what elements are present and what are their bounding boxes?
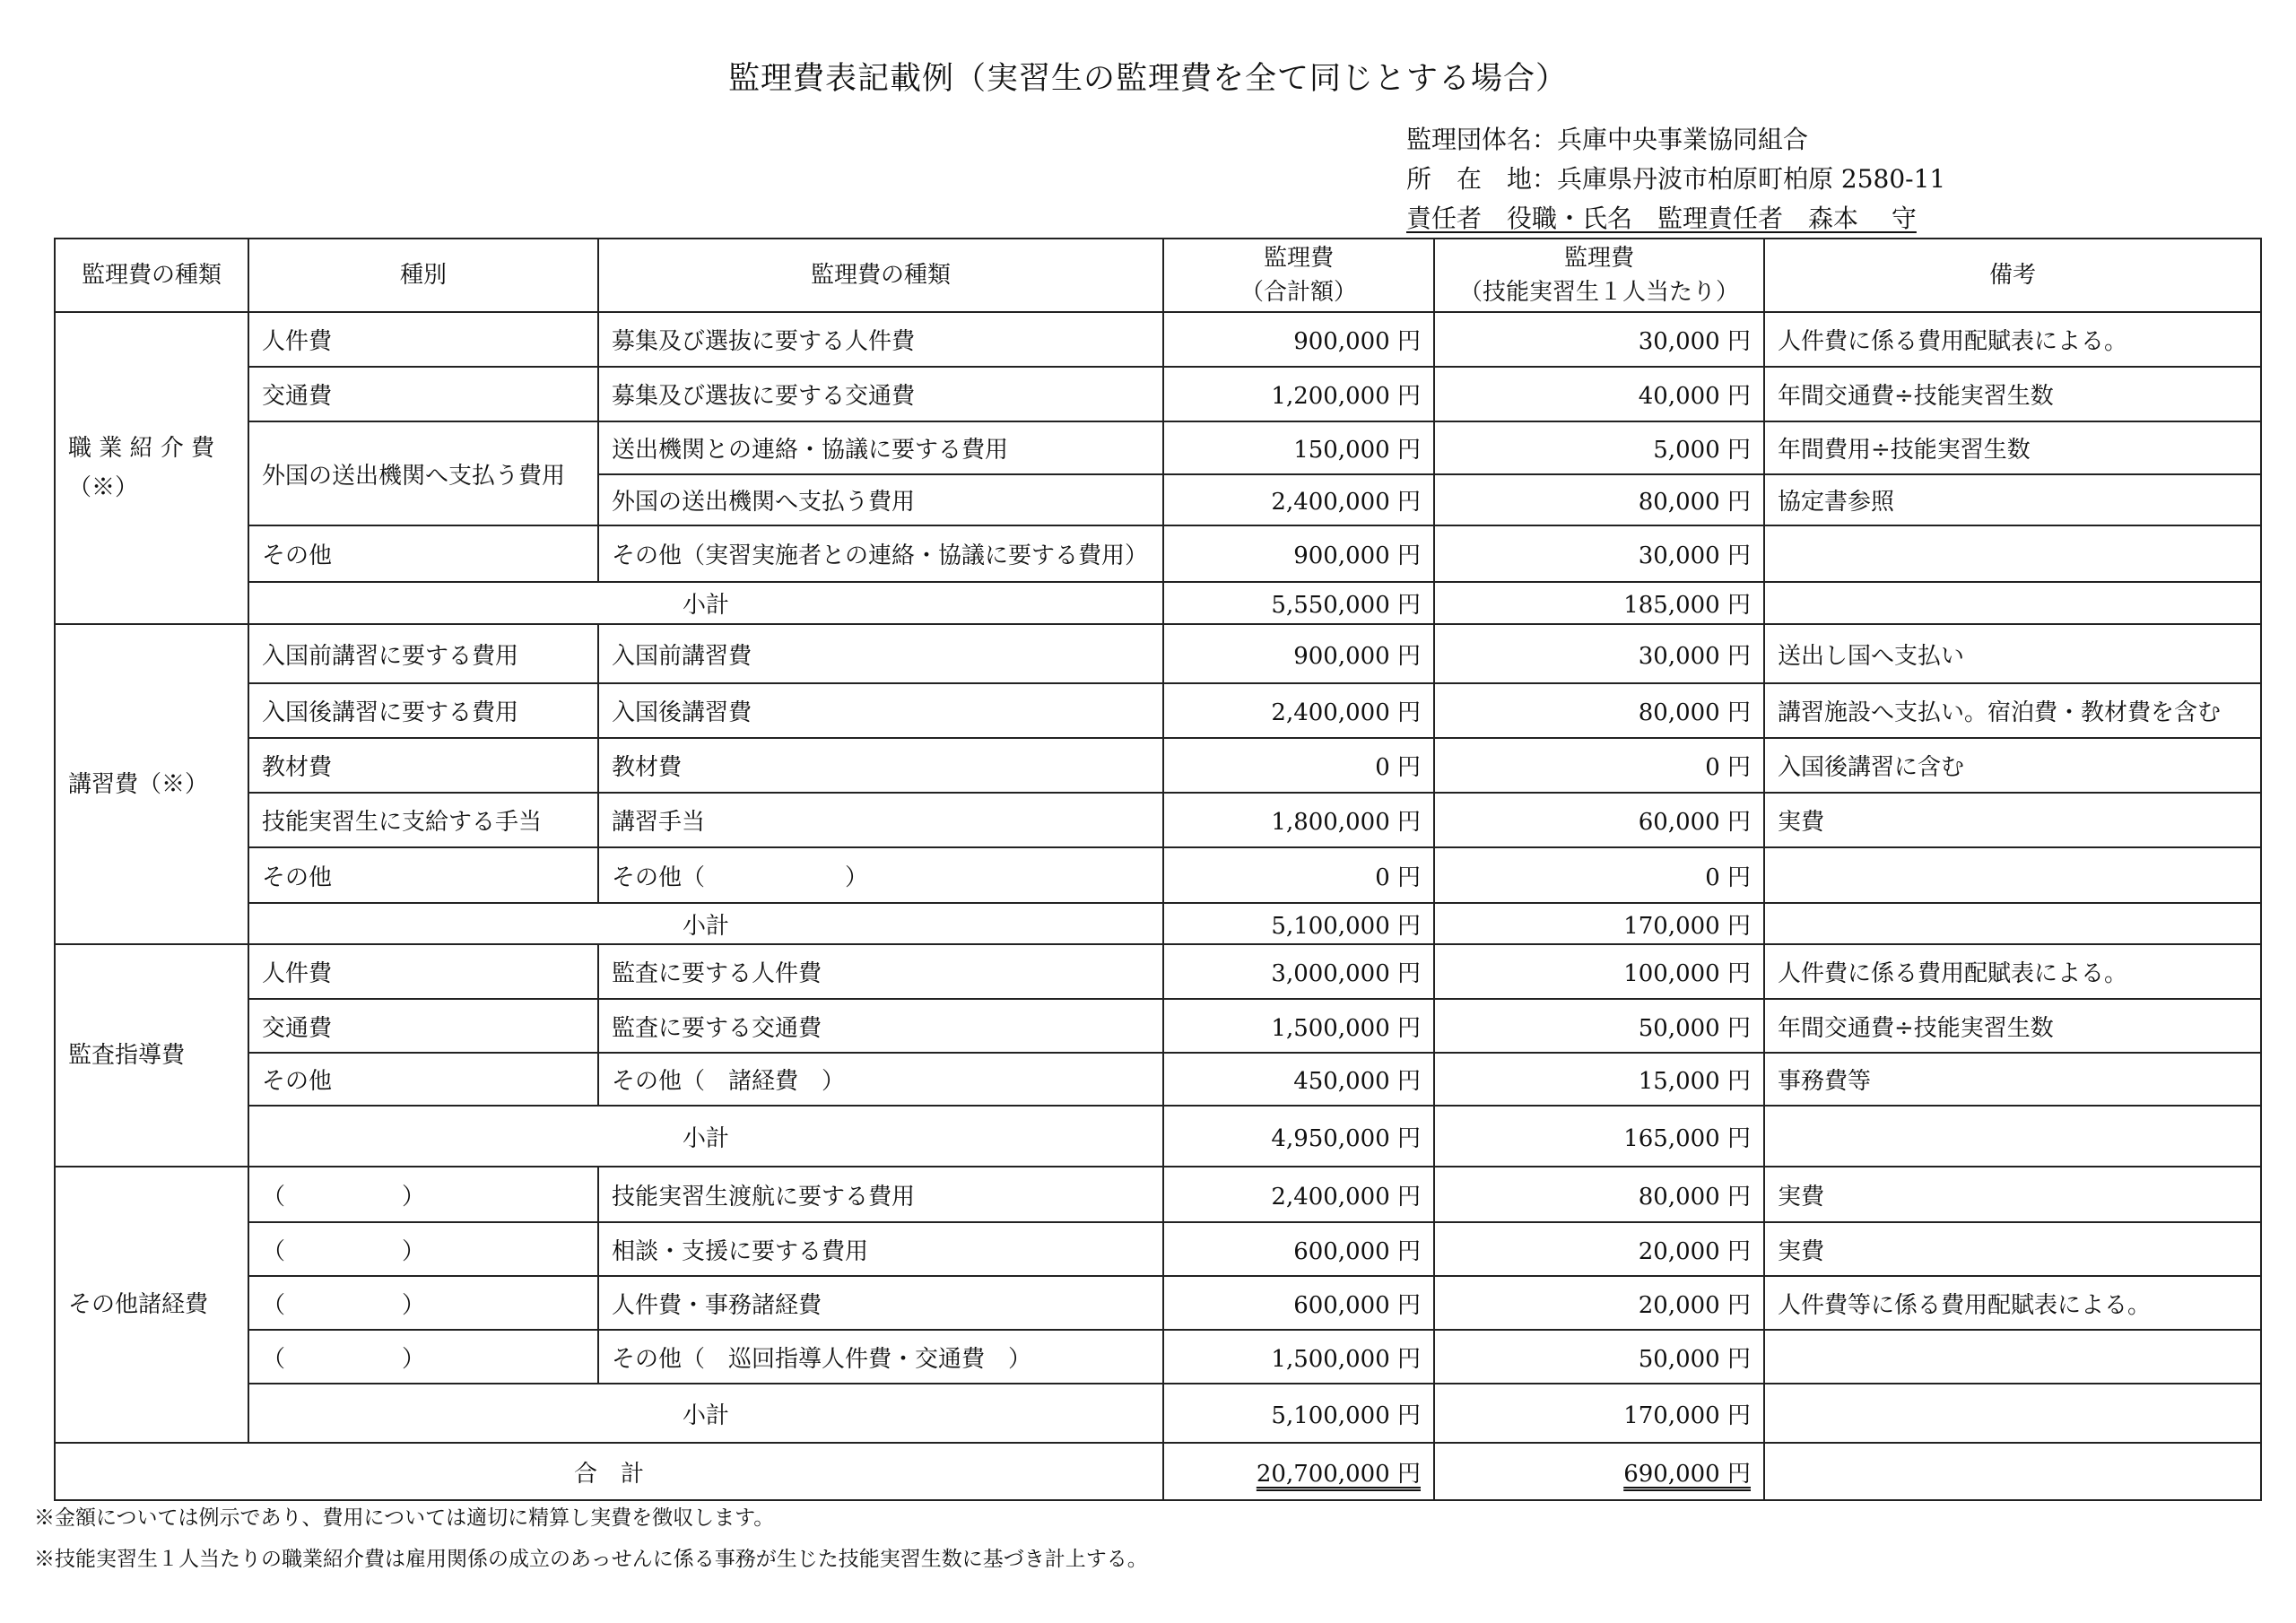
per-cell: 60,000 円 <box>1434 793 1764 847</box>
remark-cell: 実費 <box>1764 1222 2261 1276</box>
per-cell: 30,000 円 <box>1434 525 1764 582</box>
org-name-line: 監理団体名：兵庫中央事業協同組合 <box>1406 125 1809 154</box>
subtotal-per: 165,000 円 <box>1434 1106 1764 1167</box>
subtotal-per: 170,000 円 <box>1434 1384 1764 1443</box>
subtotal-remark <box>1764 582 2261 624</box>
kind-cell: その他 <box>248 847 598 903</box>
subtotal-label: 小計 <box>248 582 1163 624</box>
grand-total-amount-value: 20,700,000 円 <box>1256 1460 1421 1488</box>
subtotal-remark <box>1764 1106 2261 1167</box>
fee-cell: その他（実習実施者との連絡・協議に要する費用） <box>598 525 1163 582</box>
total-cell: 600,000 円 <box>1163 1276 1434 1330</box>
table-row <box>55 1053 2261 1106</box>
total-cell: 900,000 円 <box>1163 624 1434 683</box>
remark-cell: 実費 <box>1764 1167 2261 1222</box>
kind-cell: 技能実習生に支給する手当 <box>248 793 598 847</box>
fee-cell: 教材費 <box>598 738 1163 793</box>
table-row <box>55 312 2261 367</box>
kind-cell: 交通費 <box>248 367 598 421</box>
table-row <box>55 944 2261 999</box>
subtotal-row <box>55 582 2261 624</box>
table-row <box>55 1222 2261 1276</box>
per-cell: 40,000 円 <box>1434 367 1764 421</box>
header-fee-type: 監理費の種類 <box>598 239 1163 312</box>
kind-cell: 教材費 <box>248 738 598 793</box>
header-per-trainee <box>1434 239 1764 312</box>
header-total <box>1163 239 1434 312</box>
remark-cell: 人件費に係る費用配賦表による。 <box>1764 312 2261 367</box>
subtotal-per: 185,000 円 <box>1434 582 1764 624</box>
total-cell: 1,800,000 円 <box>1163 793 1434 847</box>
total-cell: 3,000,000 円 <box>1163 944 1434 999</box>
subtotal-row <box>55 903 2261 944</box>
table-row <box>55 1276 2261 1330</box>
grand-total-remark <box>1764 1443 2261 1500</box>
header-total-line2: （合計額） <box>1239 279 1357 306</box>
subtotal-remark <box>1764 1384 2261 1443</box>
table-row <box>55 738 2261 793</box>
header-per-line1: 監理費 <box>1563 245 1634 272</box>
subtotal-total: 5,100,000 円 <box>1163 1384 1434 1443</box>
subtotal-remark <box>1764 903 2261 944</box>
table-row <box>55 1167 2261 1222</box>
per-cell: 30,000 円 <box>1434 624 1764 683</box>
total-cell: 150,000 円 <box>1163 421 1434 474</box>
per-cell: 0 円 <box>1434 738 1764 793</box>
table-row <box>55 367 2261 421</box>
table-row <box>55 624 2261 683</box>
category-cell: 職 業 紹 介 費（※） <box>55 312 248 624</box>
fee-cell: 監査に要する交通費 <box>598 999 1163 1053</box>
fee-cell: 技能実習生渡航に要する費用 <box>598 1167 1163 1222</box>
subtotal-label: 小計 <box>248 1384 1163 1443</box>
remark-cell: 協定書参照 <box>1764 474 2261 525</box>
kind-cell: その他 <box>248 1053 598 1106</box>
total-cell: 0 円 <box>1163 738 1434 793</box>
header-kind: 種別 <box>248 239 598 312</box>
header-per-line2: （技能実習生１人当たり） <box>1458 279 1739 306</box>
kind-cell: 入国後講習に要する費用 <box>248 683 598 738</box>
per-cell: 20,000 円 <box>1434 1276 1764 1330</box>
grand-total-label: 合 計 <box>55 1443 1163 1500</box>
subtotal-per: 170,000 円 <box>1434 903 1764 944</box>
supervision-fee-table <box>54 238 2262 1501</box>
total-cell: 900,000 円 <box>1163 525 1434 582</box>
kind-cell: 人件費 <box>248 312 598 367</box>
category-cell: 講習費（※） <box>55 624 248 944</box>
fee-cell: 講習手当 <box>598 793 1163 847</box>
header-total-line1: 監理費 <box>1263 245 1334 272</box>
total-cell: 600,000 円 <box>1163 1222 1434 1276</box>
remark-cell: 実費 <box>1764 793 2261 847</box>
per-cell: 50,000 円 <box>1434 999 1764 1053</box>
grand-total-row <box>55 1443 2261 1500</box>
remark-cell: 講習施設へ支払い。宿泊費・教材費を含む <box>1764 683 2261 738</box>
header-remarks: 備考 <box>1764 239 2261 312</box>
fee-cell: 募集及び選抜に要する交通費 <box>598 367 1163 421</box>
subtotal-row <box>55 1384 2261 1443</box>
subtotal-total: 5,550,000 円 <box>1163 582 1434 624</box>
remark-cell: 年間費用÷技能実習生数 <box>1764 421 2261 474</box>
fee-cell: 入国後講習費 <box>598 683 1163 738</box>
fee-cell: 人件費・事務諸経費 <box>598 1276 1163 1330</box>
grand-total-per-value: 690,000 円 <box>1623 1460 1751 1488</box>
fee-cell: 募集及び選抜に要する人件費 <box>598 312 1163 367</box>
per-cell: 15,000 円 <box>1434 1053 1764 1106</box>
fee-cell: その他（ 諸経費 ） <box>598 1053 1163 1106</box>
per-cell: 80,000 円 <box>1434 474 1764 525</box>
per-cell: 100,000 円 <box>1434 944 1764 999</box>
subtotal-row <box>55 1106 2261 1167</box>
subtotal-label: 小計 <box>248 903 1163 944</box>
header-category: 監理費の種類 <box>55 239 248 312</box>
kind-cell: （ ） <box>248 1167 598 1222</box>
remark-cell: 人件費等に係る費用配賦表による。 <box>1764 1276 2261 1330</box>
kind-cell: （ ） <box>248 1330 598 1384</box>
total-cell: 2,400,000 円 <box>1163 474 1434 525</box>
table-row <box>55 847 2261 903</box>
footnote: ※金額については例示であり、費用については適切に精算し実費を徴収します。 <box>34 1506 775 1530</box>
table-row <box>55 793 2261 847</box>
table-row <box>55 421 2261 474</box>
per-cell: 20,000 円 <box>1434 1222 1764 1276</box>
subtotal-total: 4,950,000 円 <box>1163 1106 1434 1167</box>
total-cell: 2,400,000 円 <box>1163 1167 1434 1222</box>
table-row <box>55 999 2261 1053</box>
kind-cell: その他 <box>248 525 598 582</box>
fee-cell: 外国の送出機関へ支払う費用 <box>598 474 1163 525</box>
footnote: ※技能実習生１人当たりの職業紹介費は雇用関係の成立のあっせんに係る事務が生じた技能実習生数に基づき計上する。 <box>34 1548 1148 1571</box>
table-row <box>55 1330 2261 1384</box>
subtotal-total: 5,100,000 円 <box>1163 903 1434 944</box>
per-cell: 0 円 <box>1434 847 1764 903</box>
kind-cell: （ ） <box>248 1276 598 1330</box>
remark-cell <box>1764 525 2261 582</box>
kind-cell: 交通費 <box>248 999 598 1053</box>
fee-cell: 相談・支援に要する費用 <box>598 1222 1163 1276</box>
table-header-row <box>55 239 2261 312</box>
document-title: 監理費表記載例（実習生の監理費を全て同じとする場合） <box>727 61 1568 97</box>
remark-cell: 年間交通費÷技能実習生数 <box>1764 367 2261 421</box>
footnotes <box>34 1497 1148 1580</box>
fee-cell: その他（ ） <box>598 847 1163 903</box>
remark-cell: 年間交通費÷技能実習生数 <box>1764 999 2261 1053</box>
category-cell: その他諸経費 <box>55 1167 248 1443</box>
remark-cell: 人件費に係る費用配賦表による。 <box>1764 944 2261 999</box>
table-row <box>55 683 2261 738</box>
total-cell: 450,000 円 <box>1163 1053 1434 1106</box>
total-cell: 2,400,000 円 <box>1163 683 1434 738</box>
kind-cell: 外国の送出機関へ支払う費用 <box>248 421 598 525</box>
fee-cell: その他（ 巡回指導人件費・交通費 ） <box>598 1330 1163 1384</box>
total-cell: 1,500,000 円 <box>1163 1330 1434 1384</box>
per-cell: 5,000 円 <box>1434 421 1764 474</box>
fee-cell: 監査に要する人件費 <box>598 944 1163 999</box>
total-cell: 900,000 円 <box>1163 312 1434 367</box>
total-cell: 1,200,000 円 <box>1163 367 1434 421</box>
fee-cell: 入国前講習費 <box>598 624 1163 683</box>
kind-cell: 人件費 <box>248 944 598 999</box>
per-cell: 80,000 円 <box>1434 683 1764 738</box>
per-cell: 80,000 円 <box>1434 1167 1764 1222</box>
category-cell: 監査指導費 <box>55 944 248 1167</box>
grand-total-amount <box>1163 1443 1434 1500</box>
fee-cell: 送出機関との連絡・協議に要する費用 <box>598 421 1163 474</box>
subtotal-label: 小計 <box>248 1106 1163 1167</box>
remark-cell: 送出し国へ支払い <box>1764 624 2261 683</box>
organization-info <box>1406 120 1945 239</box>
per-cell: 50,000 円 <box>1434 1330 1764 1384</box>
remark-cell: 入国後講習に含む <box>1764 738 2261 793</box>
kind-cell: （ ） <box>248 1222 598 1276</box>
total-cell: 0 円 <box>1163 847 1434 903</box>
kind-cell: 入国前講習に要する費用 <box>248 624 598 683</box>
remark-cell: 事務費等 <box>1764 1053 2261 1106</box>
remark-cell <box>1764 847 2261 903</box>
per-cell: 30,000 円 <box>1434 312 1764 367</box>
grand-total-per <box>1434 1443 1764 1500</box>
table-row <box>55 525 2261 582</box>
total-cell: 1,500,000 円 <box>1163 999 1434 1053</box>
org-responsible-line: 責任者 役職・氏名 監理責任者 森本 守 <box>1406 204 1917 233</box>
remark-cell <box>1764 1330 2261 1384</box>
org-address-line: 所 在 地：兵庫県丹波市柏原町柏原 2580-11 <box>1406 164 1946 194</box>
